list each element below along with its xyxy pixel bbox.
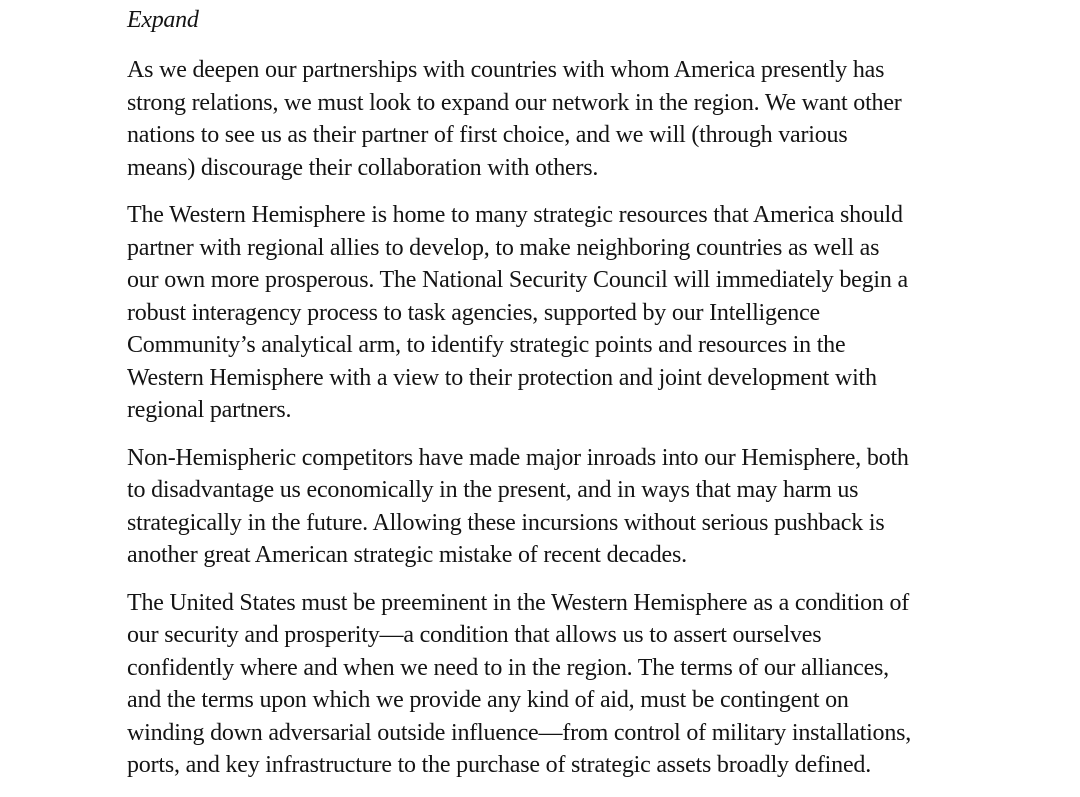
document-page: [127, 4, 967, 797]
paragraph-line: Non-Hemispheric competitors have made major inroads into our Hemisphere, both: [127, 444, 909, 471]
paragraph-line: confidently where and when we need to in the region. The terms of our alliances,: [127, 654, 889, 681]
paragraph-line: robust interagency process to task agencies, supported by our Intelligence: [127, 299, 820, 326]
paragraph-line: regional partners.: [127, 397, 292, 423]
paragraph-line: means) discourage their collaboration with others.: [127, 154, 599, 181]
paragraph-line: As we deepen our partnerships with countries with whom America presently has: [127, 57, 885, 83]
section-heading: Expand: [127, 7, 199, 33]
paragraph-line: to disadvantage us economically in the present, and in ways that may harm us: [127, 477, 859, 503]
paragraph-line: ports, and key infrastructure to the purchase of strategic assets broadly defined.: [127, 752, 872, 778]
paragraph-line: and the terms upon which we provide any kind of aid, must be contingent on: [127, 687, 849, 713]
paragraph-line: The Western Hemisphere is home to many strategic resources that America should: [127, 202, 903, 228]
paragraph-preeminence: [127, 587, 967, 782]
paragraph-line: strategically in the future. Allowing these incursions without serious pushback is: [127, 509, 885, 536]
paragraph-line: another great American strategic mistake of recent decades.: [127, 542, 687, 568]
paragraph-line: nations to see us as their partner of first choice, and we will (through various: [127, 122, 848, 148]
paragraph-line: strong relations, we must look to expand our network in the region. We want other: [127, 89, 902, 116]
paragraph-non-hemispheric-competitors: [127, 442, 967, 572]
paragraph-line: winding down adversarial outside influence—from control of military installations,: [127, 719, 912, 746]
paragraph-line: partner with regional allies to develop, to make neighboring countries as well as: [127, 234, 880, 261]
paragraph-strategic-resources: [127, 199, 967, 427]
paragraph-expand-network: [127, 54, 967, 184]
paragraph-line: The United States must be preeminent in the Western Hemisphere as a condition of: [127, 589, 910, 616]
paragraph-line: Community’s analytical arm, to identify strategic points and resources in the: [127, 332, 846, 358]
paragraph-line: Western Hemisphere with a view to their protection and joint development with: [127, 364, 877, 391]
paragraph-line: our own more prosperous. The National Security Council will immediately begin a: [127, 267, 908, 293]
paragraph-line: our security and prosperity—a condition that allows us to assert ourselves: [127, 622, 822, 648]
